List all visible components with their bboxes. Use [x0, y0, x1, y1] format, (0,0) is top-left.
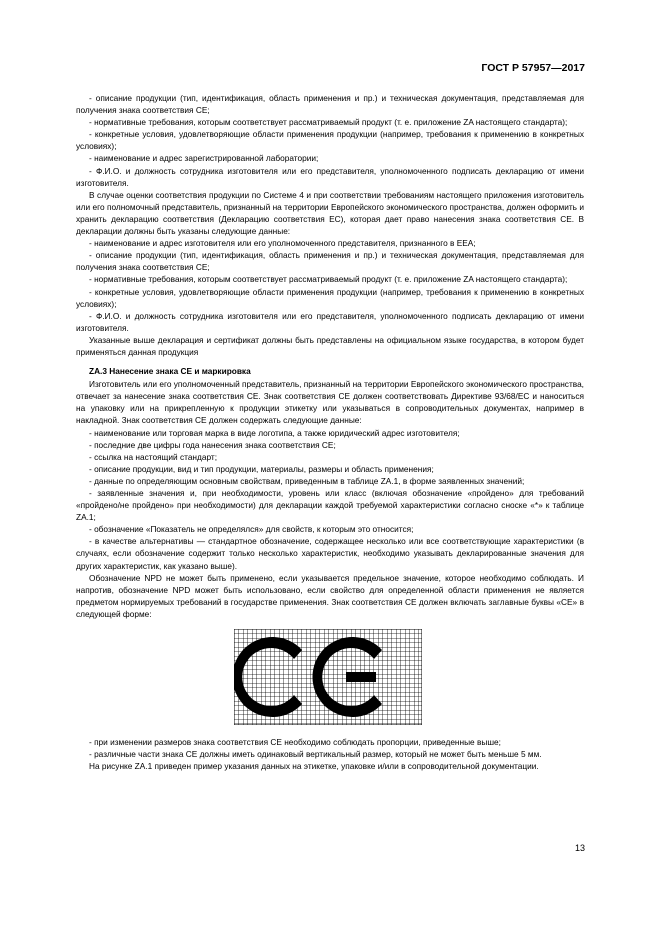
- paragraph: - конкретные условия, удовлетворяющие области применения продукции (например, требования к применению в конкретных условиях);: [76, 286, 584, 309]
- paragraph: - Ф.И.О. и должность сотрудника изготовителя или его представителя, уполномоченного подписать декларацию от имени изготовителя.: [76, 165, 584, 188]
- paragraph: На рисунке ZA.1 приведен пример указания данных на этикетке, упаковке и/или в сопроводительной документации.: [89, 761, 539, 772]
- paragraph: Обозначение NPD не может быть применено, если указывается предельное значение, которое необходимо соблюдать. И напротив, обозначение NPD может быть использовано, если свойство для определенной области применения не является предметом нормируемых требований в государстве применения. Знак соответствия СЕ должен включать заглавные буквы «СЕ» в следующей форме:: [76, 572, 584, 619]
- ce-mark-icon: [234, 629, 422, 725]
- paragraph: - нормативные требования, которым соответствует рассматриваемый продукт (т. е. приложение ZA настоящего стандарта);: [89, 117, 568, 128]
- paragraph: - конкретные условия, удовлетворяющие области применения продукции (например, требования к применению в конкретных условиях);: [76, 129, 584, 152]
- paragraph: Изготовитель или его уполномоченный представитель, признанный на территории Европейского экономического пространства, отвечает за нанесение знака соответствия СЕ. Знак соответствия СЕ должен соответствовать Директиве 93/68/ЕС и наноситься на упаковку или на прикрепленную к продукции этикетку или указываться в сопроводительных документах, например в накладной. Знак соответствия СЕ должен содержать следующие данные:: [76, 379, 584, 426]
- paragraph: - наименование или торговая марка в виде логотипа, а также юридический адрес изготовителя;: [89, 427, 460, 438]
- document-body: [76, 92, 584, 772]
- paragraph: - ссылка на настоящий стандарт;: [89, 451, 218, 462]
- paragraph: - описание продукции, вид и тип продукции, материалы, размеры и область применения;: [89, 463, 434, 474]
- paragraph: - при изменении размеров знака соответствия СЕ необходимо соблюдать пропорции, приведенные выше;: [89, 737, 501, 748]
- section-heading: ZA.3 Нанесение знака СЕ и маркировка: [89, 366, 251, 377]
- paragraph: - последние две цифры года нанесения знака соответствия СЕ;: [89, 439, 336, 450]
- paragraph: - описание продукции (тип, идентификация, область применения и пр.) и техническая документация, представляемая для получения знака соответствия СЕ;: [76, 250, 584, 273]
- paragraph: - заявленные значения и, при необходимости, уровень или класс (включая обозначение «пройдено» для требований «пройдено/не пройдено» при необходимости) для декларации каждой требуемой характеристики согласно сноске «*» к таблице ZA.1;: [76, 488, 584, 523]
- paragraph: Указанные выше декларация и сертификат должны быть представлены на официальном языке государства, в котором будет применяться данная продукция: [76, 334, 584, 357]
- paragraph: - наименование и адрес изготовителя или его уполномоченного представителя, признанного в ЕЕА;: [89, 238, 476, 249]
- paragraph: - обозначение «Показатель не определялся» для свойств, к которым это относится;: [89, 524, 414, 535]
- ce-mark-figure: [76, 627, 584, 727]
- standard-designation: ГОСТ Р 57957—2017: [481, 62, 585, 74]
- paragraph: - в качестве альтернативы — стандартное обозначение, содержащее несколько или все соответствующие характеристики (в случаях, если обозначение содержит только несколько характеристик, необходимо указывать декларированные значения для других характеристик, как указано выше).: [76, 536, 584, 571]
- paragraph: В случае оценки соответствия продукции по Системе 4 и при соответствии требованиям настоящего приложения изготовитель или его полномочный представитель, признанный на территории Европейского экономического пространства, должен оформить и хранить декларацию соответствия (Декларацию соответствия ЕС), которая дает право нанесения знака соответствия СЕ. В декларации должны быть указаны следующие данные:: [76, 189, 584, 237]
- paragraph: - данные по определяющим основным свойствам, приведенным в таблице ZA.1, в форме заявленных значений;: [89, 475, 525, 486]
- paragraph: - различные части знака СЕ должны иметь одинаковый вертикальный размер, который не может быть меньше 5 мм.: [89, 749, 542, 760]
- paragraph: - описание продукции (тип, идентификация, область применения и пр.) и техническая документация, представляемая для получения знака соответствия СЕ;: [76, 93, 584, 116]
- paragraph: - Ф.И.О. и должность сотрудника изготовителя или его представителя, уполномоченного подписать декларацию от имени изготовителя.: [76, 310, 584, 333]
- paragraph: - наименование и адрес зарегистрированной лаборатории;: [89, 153, 319, 164]
- paragraph: - нормативные требования, которым соответствует рассматриваемый продукт (т. е. приложение ZA настоящего стандарта);: [89, 274, 568, 285]
- page-number: 13: [574, 843, 585, 853]
